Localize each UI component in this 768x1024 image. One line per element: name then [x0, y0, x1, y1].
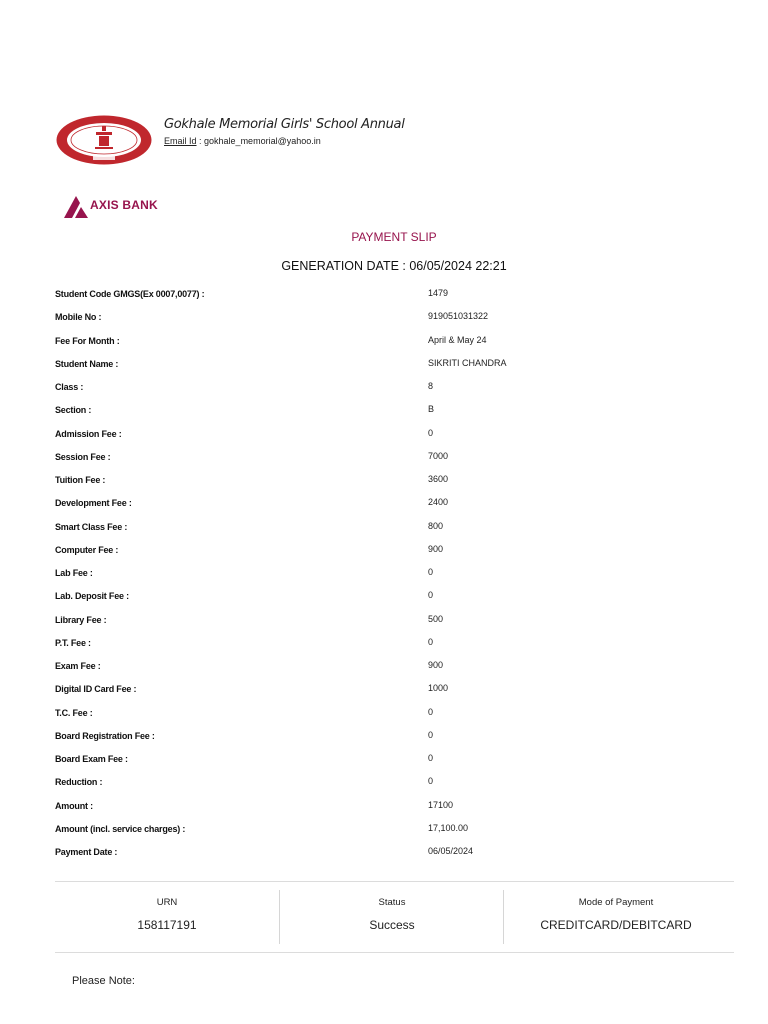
email-value[interactable]: gokhale_memorial@yahoo.in [204, 136, 321, 146]
detail-row [55, 705, 675, 728]
detail-label: Mobile No : [55, 312, 102, 323]
detail-value: 1000 [428, 683, 449, 694]
payment-summary [55, 890, 734, 944]
divider-bottom [55, 952, 734, 953]
detail-label: Session Fee : [55, 451, 111, 462]
detail-label: Digital ID Card Fee : [55, 684, 137, 695]
detail-value: April & May 24 [428, 334, 487, 345]
detail-label: T.C. Fee : [55, 707, 93, 718]
detail-row [55, 588, 675, 611]
detail-label: Exam Fee : [55, 661, 101, 671]
detail-label: Computer Fee : [55, 544, 119, 555]
detail-value: 17100 [428, 799, 454, 810]
payment-slip-title: PAYMENT SLIP [351, 230, 437, 244]
detail-value: 0 [428, 590, 434, 601]
email-label: Email Id [164, 136, 197, 146]
detail-row [55, 519, 675, 542]
email-line [164, 136, 321, 146]
detail-row [55, 844, 675, 867]
detail-row [55, 681, 675, 704]
detail-row [55, 356, 675, 379]
detail-label: Student Code GMGS(Ex 0007,0077) : [55, 289, 205, 299]
detail-label: Library Fee : [55, 614, 107, 625]
detail-row [55, 402, 675, 425]
mode-label: Mode of Payment [578, 897, 654, 908]
urn-label: URN [156, 897, 178, 908]
status-column [279, 890, 504, 944]
detail-row [55, 449, 675, 472]
mode-column [503, 890, 728, 944]
please-note: Please Note: [72, 975, 135, 987]
detail-row [55, 309, 675, 332]
detail-value: 0 [428, 636, 434, 647]
urn-value: 158117191 [137, 918, 197, 932]
detail-value: 500 [428, 613, 444, 624]
detail-row [55, 565, 675, 588]
detail-label: Amount : [55, 800, 93, 811]
generation-date: GENERATION DATE : 06/05/2024 22:21 [281, 259, 507, 273]
detail-value: 0 [428, 567, 434, 577]
detail-row [55, 728, 675, 751]
school-logo [55, 114, 153, 166]
detail-value: 7000 [428, 450, 449, 461]
detail-label: Admission Fee : [55, 428, 122, 439]
detail-value: 0 [428, 753, 434, 763]
detail-row [55, 612, 675, 635]
detail-value: 3600 [428, 474, 449, 484]
detail-value: 17,100.00 [428, 822, 469, 833]
detail-label: Fee For Month : [55, 335, 120, 346]
detail-row [55, 821, 675, 844]
detail-row [55, 542, 675, 565]
detail-value: SIKRITI CHANDRA [428, 357, 507, 368]
detail-label: Reduction : [55, 777, 103, 788]
fee-details-list [55, 286, 675, 867]
detail-label: Payment Date : [55, 847, 118, 857]
detail-row [55, 798, 675, 821]
mode-value: CREDITCARD/DEBITCARD [540, 918, 692, 932]
detail-row [55, 774, 675, 797]
detail-value: 0 [428, 427, 434, 438]
detail-label: Board Registration Fee : [55, 730, 155, 741]
detail-value: 900 [428, 660, 444, 670]
detail-row [55, 379, 675, 402]
detail-value: 0 [428, 776, 434, 787]
detail-label: Lab. Deposit Fee : [55, 591, 129, 602]
detail-label: Section : [55, 405, 92, 416]
detail-label: P.T. Fee : [55, 637, 91, 648]
detail-label: Board Exam Fee : [55, 754, 128, 764]
bank-name: AXIS BANK [90, 198, 158, 212]
status-label: Status [378, 897, 406, 908]
status-value: Success [369, 918, 415, 932]
detail-value: 900 [428, 543, 444, 554]
divider-top [55, 881, 734, 882]
detail-label: Amount (incl. service charges) : [55, 823, 186, 834]
detail-value: B [428, 404, 435, 415]
bank-logo [64, 192, 184, 220]
detail-row [55, 658, 675, 681]
detail-row [55, 635, 675, 658]
email-separator: : [196, 136, 205, 146]
axis-bank-mark-icon [64, 194, 92, 218]
detail-row [55, 472, 675, 495]
detail-row [55, 495, 675, 518]
detail-row [55, 751, 675, 774]
detail-label: Tuition Fee : [55, 475, 106, 485]
detail-value: 800 [428, 520, 444, 531]
detail-value: 0 [428, 729, 434, 740]
detail-label: Smart Class Fee : [55, 521, 128, 532]
detail-label: Development Fee : [55, 498, 132, 509]
school-header [55, 112, 675, 168]
detail-value: 1479 [428, 288, 449, 298]
detail-row [55, 286, 675, 309]
detail-value: 8 [428, 381, 434, 391]
detail-value: 06/05/2024 [428, 846, 474, 856]
detail-label: Student Name : [55, 358, 119, 369]
school-name: Gokhale Memorial Girls' School Annual [164, 117, 405, 132]
detail-row [55, 333, 675, 356]
detail-row [55, 426, 675, 449]
detail-value: 2400 [428, 497, 449, 508]
detail-label: Lab Fee : [55, 568, 93, 578]
detail-value: 919051031322 [428, 311, 489, 322]
detail-value: 0 [428, 706, 434, 717]
detail-label: Class : [55, 382, 84, 392]
urn-column [55, 890, 279, 944]
